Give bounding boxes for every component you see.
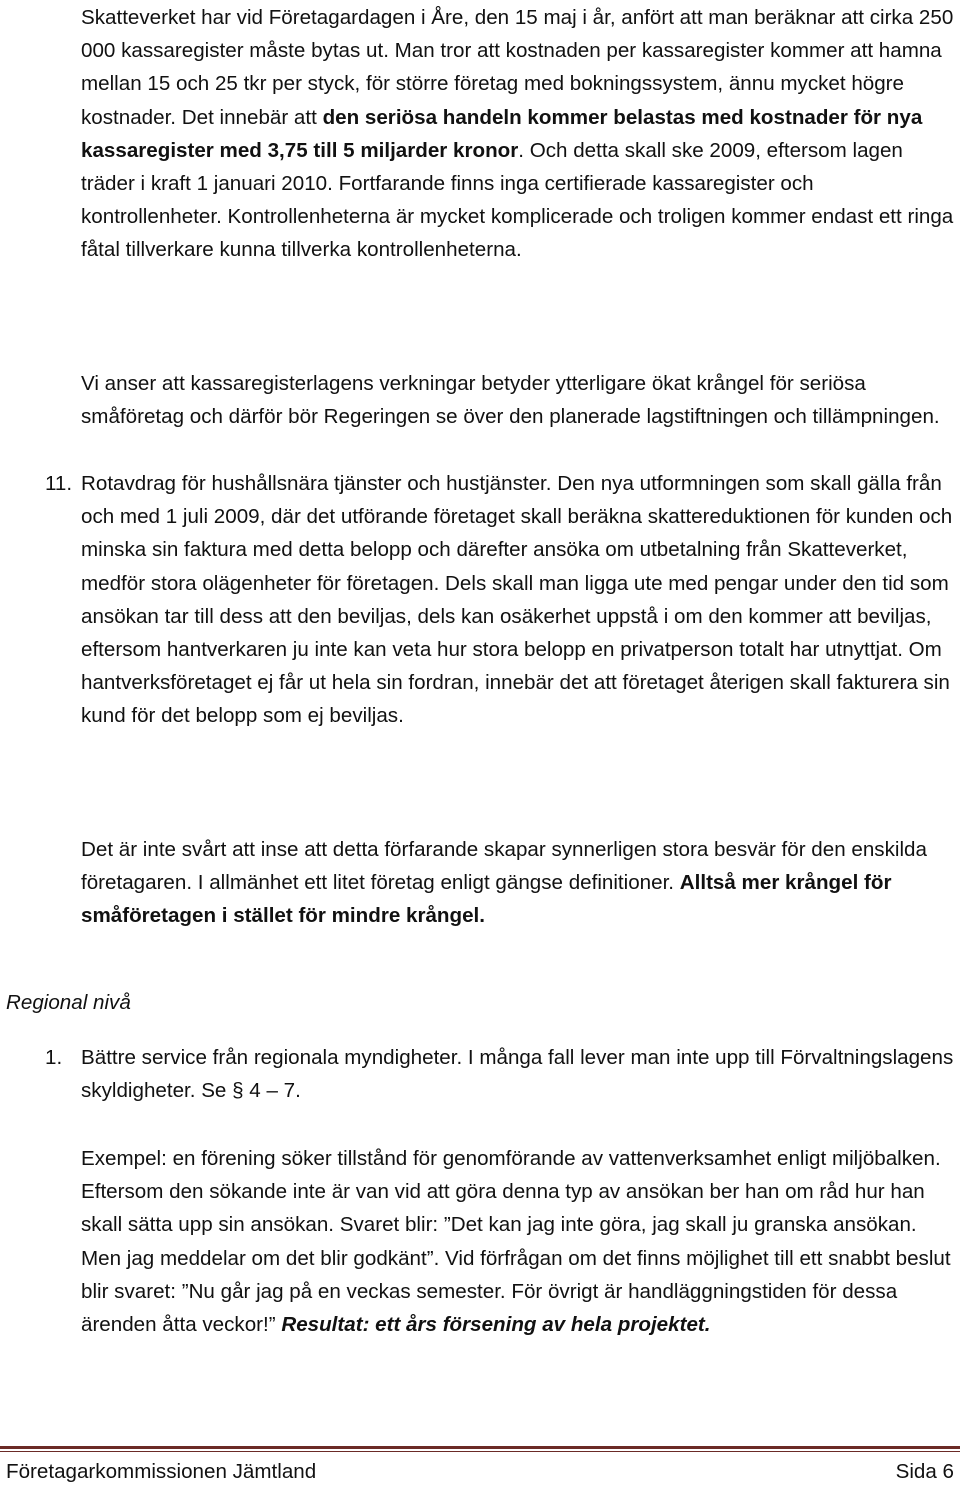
list-number-11: 11. xyxy=(45,472,73,495)
footer-rule xyxy=(0,1446,960,1449)
list-item-rotavdrag xyxy=(81,467,954,733)
list-item-service xyxy=(81,1041,954,1107)
footer-organization: Företagarkommissionen Jämtland xyxy=(6,1460,317,1483)
list-item-text: Rotavdrag för hushållsnära tjänster och hustjänster. Den nya utformningen som skall gälla från och med 1 juli 2009, där det utförande företaget skall beräkna skattereduktionen för kunden och minska sin faktura med detta belopp och därefter ansöka om utbetalning från Skatteverket, medför stora olägenheter för företagen. Dels skall man ligga ute med pengar under den tid som ansökan tar till dess att den beviljas, dels kan osäkerhet uppstå i om den kommer att beviljas, eftersom hantverkaren ju inte kan veta hur stora belopp en privatperson totalt har utnyttjat. Om hantverksföretaget ej får ut hela sin fordran, innebär det att företaget återigen skall fakturera sin kund för det belopp som ej beviljas. xyxy=(81,472,953,728)
section-heading: Regional nivå xyxy=(6,991,131,1014)
paragraph-text: Det är inte svårt att inse att detta förfarande skapar synnerligen stora besvär för den enskilda företagaren. I allmänhet ett litet företag enligt gängse definitioner. xyxy=(81,838,927,895)
paragraph-text: . Och detta skall ske 2009, eftersom lagen träder i kraft 1 januari 2010. Fortfarande finns inga certifierade kassaregister och kontrollenheter. Kontrollenheterna är mycket komplicerade och troligen kommer endast ett ringa fåtal tillverkare kunna tillverka kontrollenheterna. xyxy=(81,138,954,262)
bold-italic-result: Resultat: ett års försening av hela projektet. xyxy=(281,1313,711,1337)
list-item-text: Bättre service från regionala myndigheter. I många fall lever man inte upp till Förvaltningslagens skyldigheter. Se § 4 – 7. xyxy=(81,1046,954,1103)
paragraph-kassaregister xyxy=(81,1,954,267)
footer-page-number: Sida 6 xyxy=(895,1460,954,1483)
paragraph-kassaregisterlagen xyxy=(81,367,954,433)
paragraph-exempel xyxy=(81,1142,954,1341)
paragraph-text: Vi anser att kassaregisterlagens verkningar betyder ytterligare ökat krångel för seriösa småföretag och därför bör Regeringen se över den planerade lagstiftningen och tillämpningen. xyxy=(81,372,940,429)
footer-rule-thin xyxy=(0,1451,960,1452)
paragraph-text: Exempel: en förening söker tillstånd för genomförande av vattenverksamhet enligt miljöbalken. Eftersom den sökande inte är van vid att göra denna typ av ansökan ber han om råd hur han skall sätta upp sin ansökan. Svaret blir: ”Det kan jag inte göra, jag skall ju granska ansökan. Men jag meddelar om det blir godkänt”. Vid förfrågan om det finns möjlighet till ett snabbt beslut blir svaret: ”Nu går jag på en veckas semester. För övrigt är handläggningstiden för dessa ärenden åtta veckor!” xyxy=(81,1147,951,1337)
paragraph-text: Skatteverket har vid Företagardagen i Åre, den 15 maj i år, anfört att man beräknar att cirka 250 000 kassaregister måste bytas ut. Man tror att kostnaden per kassaregister kommer att hamna mellan 15 och 25 tkr per styck, för större företag med bokningssystem, ännu mycket högre kostnader. Det innebär att xyxy=(81,6,954,129)
bold-statement: den seriösa handeln kommer belastas med kostnader för nya kassaregister med 3,75 till 5 miljarder kronor xyxy=(81,105,923,162)
list-number-1: 1. xyxy=(45,1046,63,1069)
paragraph-krangel xyxy=(81,833,954,933)
bold-conclusion: Alltså mer krångel för småföretagen i stället för mindre krångel. xyxy=(81,871,892,928)
